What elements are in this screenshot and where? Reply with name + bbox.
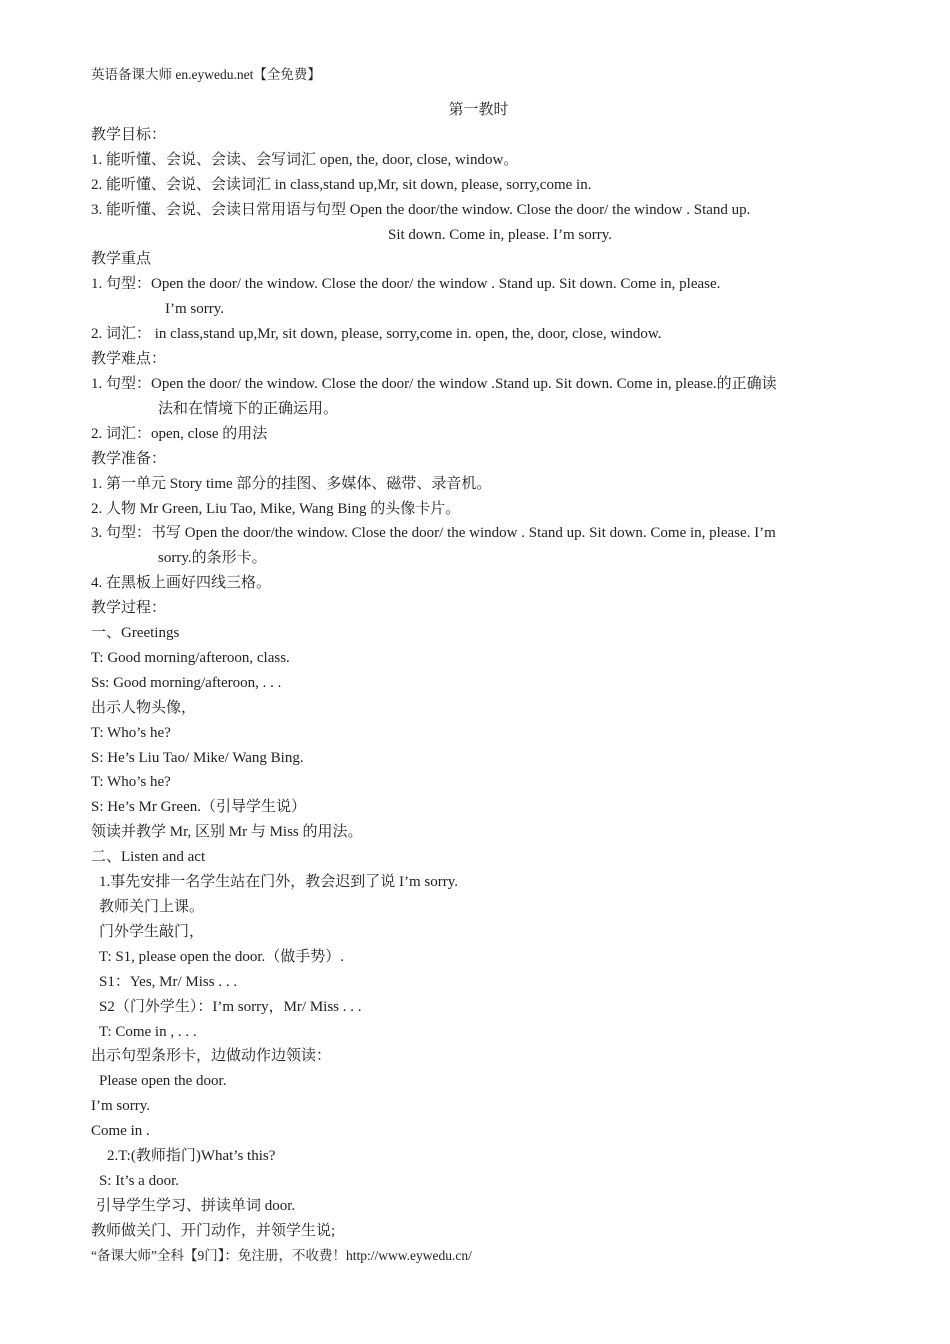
objective-3: 3. 能听懂、会说、会读日常用语与句型 Open the door/the window. Close the door/ the window . Stand up.: [91, 201, 751, 218]
dialogue-line: T: S1, please open the door.（做手势）.: [99, 948, 345, 965]
step-2-heading: 二、Listen and act: [91, 849, 206, 866]
section-heading-key-points: 教学重点: [91, 251, 152, 268]
sentence-card-line: I’m sorry.: [91, 1098, 151, 1115]
page-footer: “备课大师”全科【9门】：免注册，不收费！http://www.eywedu.cn/: [91, 1248, 472, 1263]
instruction-line: 教师做关门、开门动作，并领学生说;: [91, 1222, 336, 1239]
step-1-heading: 一、Greetings: [91, 625, 180, 642]
lesson-title: 第一教时: [448, 102, 509, 118]
preparation-3-cont: sorry.的条形卡。: [158, 550, 267, 567]
dialogue-line: 2.T:(教师指门)What’s this?: [107, 1148, 276, 1165]
instruction-line: 教师关门上课。: [99, 899, 205, 915]
sentence-card-line: Come in .: [91, 1123, 150, 1140]
preparation-2: 2. 人物 Mr Green, Liu Tao, Mike, Wang Bing 的头像卡片。: [91, 500, 461, 517]
section-heading-difficulties: 教学难点：: [91, 351, 167, 368]
preparation-4: 4. 在黑板上画好四线三格。: [91, 575, 272, 592]
dialogue-line: T: Good morning/afteroon, class.: [91, 649, 290, 666]
page-header: 英语备课大师 en.eywedu.net【全免费】: [91, 67, 321, 82]
instruction-line: 出示人物头像，: [91, 699, 197, 716]
instruction-line: 引导学生学习、拼读单词 door.: [96, 1197, 296, 1214]
dialogue-line: T: Come in , . . .: [99, 1023, 197, 1040]
key-point-2: 2. 词汇： in class,stand up,Mr, sit down, please, sorry,come in. open, the, door, close, window.: [91, 326, 662, 343]
sentence-card-line: Please open the door.: [99, 1073, 227, 1090]
section-heading-objectives: 教学目标：: [91, 126, 167, 143]
dialogue-line: S1：Yes, Mr/ Miss . . .: [99, 973, 238, 990]
section-heading-procedure: 教学过程：: [91, 600, 167, 617]
difficulty-2: 2. 词汇：open, close 的用法: [91, 425, 268, 442]
difficulty-1-cont: 法和在情境下的正确运用。: [158, 400, 339, 417]
objective-1: 1. 能听懂、会说、会读、会写词汇 open, the, door, close, window。: [91, 151, 519, 168]
preparation-1: 1. 第一单元 Story time 部分的挂图、多媒体、磁带、录音机。: [91, 475, 492, 492]
difficulty-1: 1. 句型：Open the door/ the window. Close the door/ the window .Stand up. Sit down. Come in, please.的正确读: [91, 375, 777, 392]
dialogue-line: S: He’s Liu Tao/ Mike/ Wang Bing.: [91, 749, 304, 766]
objective-2: 2. 能听懂、会说、会读词汇 in class,stand up,Mr, sit down, please, sorry,come in.: [91, 176, 592, 193]
preparation-3: 3. 句型：书写 Open the door/the window. Close the door/ the window . Stand up. Sit down. Come in, please. I’m: [91, 525, 776, 542]
instruction-line: 门外学生敲门，: [99, 923, 205, 940]
key-point-1: 1. 句型：Open the door/ the window. Close the door/ the window . Stand up. Sit down. Come in, please.: [91, 276, 721, 293]
key-point-1-cont: I’m sorry.: [165, 301, 225, 318]
document-body: [91, 98, 866, 1244]
instruction-line: 1.事先安排一名学生站在门外，教会迟到了说 I’m sorry.: [99, 874, 459, 891]
dialogue-line: S: He’s Mr Green.（引导学生说）: [91, 799, 306, 816]
dialogue-line: T: Who’s he?: [91, 724, 171, 741]
dialogue-line: Ss: Good morning/afteroon, . . .: [91, 674, 282, 691]
dialogue-line: S2（门外学生）：I’m sorry，Mr/ Miss . . .: [99, 998, 362, 1015]
dialogue-line: S: It’s a door.: [99, 1172, 180, 1189]
section-heading-preparation: 教学准备：: [91, 450, 167, 467]
dialogue-line: T: Who’s he?: [91, 774, 171, 791]
instruction-line: 出示句型条形卡，边做动作边领读：: [91, 1048, 332, 1065]
objective-3-cont: Sit down. Come in, please. I’m sorry.: [388, 226, 612, 243]
instruction-line: 领读并教学 Mr, 区别 Mr 与 Miss 的用法。: [91, 824, 363, 841]
